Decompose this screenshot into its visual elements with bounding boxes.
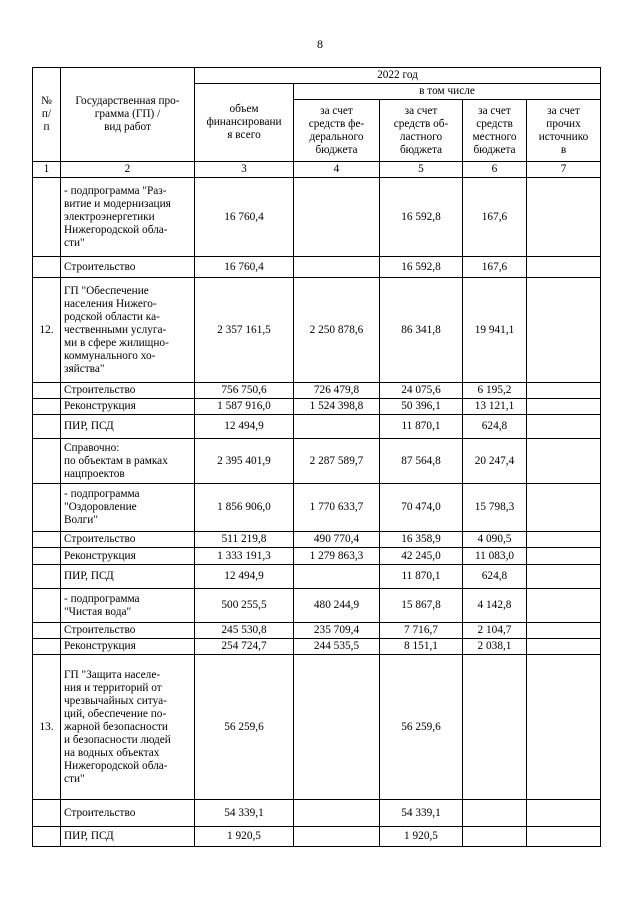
row-local — [463, 655, 527, 800]
row-local: 4 090,5 — [463, 532, 527, 548]
row-total: 1 920,5 — [195, 827, 294, 847]
row-name: Строительство — [61, 257, 195, 278]
row-name: - подпрограмма "Оздоровление Волги" — [61, 484, 195, 532]
row-name: ПИР, ПСД — [61, 415, 195, 439]
row-total: 12 494,9 — [195, 415, 294, 439]
header-program: Государственная про- грамма (ГП) / вид работ — [61, 68, 195, 162]
row-number — [33, 565, 61, 589]
table-row — [33, 484, 601, 532]
row-federal — [294, 827, 380, 847]
table-row — [33, 623, 601, 639]
row-regional: 8 151,1 — [380, 639, 463, 655]
row-federal: 490 770,4 — [294, 532, 380, 548]
row-federal — [294, 565, 380, 589]
row-total: 254 724,7 — [195, 639, 294, 655]
header-regional: за счет средств об- ластного бюджета — [380, 100, 463, 162]
row-total: 16 760,4 — [195, 257, 294, 278]
row-name: ПИР, ПСД — [61, 565, 195, 589]
row-name: ГП "Защита населе- ния и территорий от чрезвычайных ситуа- ций, обеспечение по- жарной безопасности и безопасности людей на водных объектах Нижегородской обла- сти" — [61, 655, 195, 800]
row-total: 1 333 191,3 — [195, 548, 294, 565]
row-federal: 1 770 633,7 — [294, 484, 380, 532]
row-number: 13. — [33, 655, 61, 800]
row-total: 500 255,5 — [195, 589, 294, 623]
row-other — [527, 655, 601, 800]
table-row — [33, 655, 601, 800]
row-total: 16 760,4 — [195, 178, 294, 257]
header-total: объем финансировани я всего — [195, 84, 294, 162]
header-index: 7 — [527, 162, 601, 178]
row-other — [527, 439, 601, 484]
row-total: 56 259,6 — [195, 655, 294, 800]
row-other — [527, 548, 601, 565]
row-other — [527, 827, 601, 847]
row-total: 54 339,1 — [195, 800, 294, 827]
row-regional: 86 341,8 — [380, 278, 463, 383]
row-total: 756 750,6 — [195, 383, 294, 399]
table-row — [33, 639, 601, 655]
row-number — [33, 827, 61, 847]
row-local: 19 941,1 — [463, 278, 527, 383]
row-local: 2 104,7 — [463, 623, 527, 639]
row-number — [33, 383, 61, 399]
row-total: 12 494,9 — [195, 565, 294, 589]
financing-table — [32, 67, 601, 847]
row-number — [33, 548, 61, 565]
row-number — [33, 800, 61, 827]
row-name: ПИР, ПСД — [61, 827, 195, 847]
row-local: 167,6 — [463, 178, 527, 257]
row-name: - подпрограмма "Чистая вода" — [61, 589, 195, 623]
row-regional: 15 867,8 — [380, 589, 463, 623]
row-regional: 56 259,6 — [380, 655, 463, 800]
table-row — [33, 278, 601, 383]
table-row — [33, 532, 601, 548]
row-regional: 42 245,0 — [380, 548, 463, 565]
row-name: Реконструкция — [61, 548, 195, 565]
row-local: 13 121,1 — [463, 399, 527, 415]
row-federal: 235 709,4 — [294, 623, 380, 639]
row-other — [527, 565, 601, 589]
row-number — [33, 399, 61, 415]
row-total: 2 395 401,9 — [195, 439, 294, 484]
row-number — [33, 439, 61, 484]
row-federal — [294, 655, 380, 800]
row-federal — [294, 178, 380, 257]
row-regional: 50 396,1 — [380, 399, 463, 415]
row-other — [527, 800, 601, 827]
row-regional: 54 339,1 — [380, 800, 463, 827]
header-other: за счет прочих источнико в — [527, 100, 601, 162]
row-federal: 480 244,9 — [294, 589, 380, 623]
row-other — [527, 639, 601, 655]
row-regional: 87 564,8 — [380, 439, 463, 484]
table-row — [33, 383, 601, 399]
row-name: Строительство — [61, 532, 195, 548]
row-number — [33, 257, 61, 278]
row-name: ГП "Обеспечение населения Нижего- родской области ка- чественными услуга- ми в сфере жилищно- коммунального хо- зяйства" — [61, 278, 195, 383]
header-federal: за счет средств фе- дерального бюджета — [294, 100, 380, 162]
row-name: Реконструкция — [61, 399, 195, 415]
row-federal: 726 479,8 — [294, 383, 380, 399]
header-index: 1 — [33, 162, 61, 178]
table-row — [33, 178, 601, 257]
row-local: 624,8 — [463, 415, 527, 439]
row-regional: 70 474,0 — [380, 484, 463, 532]
row-regional: 24 075,6 — [380, 383, 463, 399]
row-number: 12. — [33, 278, 61, 383]
row-local: 20 247,4 — [463, 439, 527, 484]
row-total: 245 530,8 — [195, 623, 294, 639]
row-federal: 244 535,5 — [294, 639, 380, 655]
row-other — [527, 415, 601, 439]
row-name: Строительство — [61, 383, 195, 399]
row-local: 11 083,0 — [463, 548, 527, 565]
row-other — [527, 589, 601, 623]
row-name: Реконструкция — [61, 639, 195, 655]
row-number — [33, 178, 61, 257]
header-year: 2022 год — [195, 68, 601, 84]
row-name: Строительство — [61, 623, 195, 639]
row-local — [463, 800, 527, 827]
header-index: 6 — [463, 162, 527, 178]
row-regional: 16 592,8 — [380, 178, 463, 257]
header-index: 5 — [380, 162, 463, 178]
row-local: 2 038,1 — [463, 639, 527, 655]
row-total: 1 856 906,0 — [195, 484, 294, 532]
row-regional: 16 592,8 — [380, 257, 463, 278]
table-row — [33, 399, 601, 415]
row-local: 4 142,8 — [463, 589, 527, 623]
header-index: 2 — [61, 162, 195, 178]
row-other — [527, 278, 601, 383]
row-regional: 11 870,1 — [380, 415, 463, 439]
row-name: Справочно: по объектам в рамках нацпроектов — [61, 439, 195, 484]
row-regional: 7 716,7 — [380, 623, 463, 639]
row-total: 1 587 916,0 — [195, 399, 294, 415]
table-row — [33, 800, 601, 827]
row-other — [527, 178, 601, 257]
table-row — [33, 415, 601, 439]
row-name: - подпрограмма "Раз- витие и модернизация электроэнергетики Нижегородской обла- сти" — [61, 178, 195, 257]
row-other — [527, 257, 601, 278]
row-local: 6 195,2 — [463, 383, 527, 399]
row-federal — [294, 415, 380, 439]
header-including: в том числе — [294, 84, 601, 100]
header-local: за счет средств местного бюджета — [463, 100, 527, 162]
row-federal: 2 250 878,6 — [294, 278, 380, 383]
row-regional: 1 920,5 — [380, 827, 463, 847]
row-federal: 1 279 863,3 — [294, 548, 380, 565]
row-number — [33, 415, 61, 439]
row-federal: 2 287 589,7 — [294, 439, 380, 484]
row-number — [33, 532, 61, 548]
page-number: 8 — [317, 37, 323, 51]
row-federal — [294, 800, 380, 827]
row-number — [33, 589, 61, 623]
row-number — [33, 484, 61, 532]
row-other — [527, 383, 601, 399]
row-regional: 16 358,9 — [380, 532, 463, 548]
row-total: 511 219,8 — [195, 532, 294, 548]
row-other — [527, 399, 601, 415]
row-other — [527, 532, 601, 548]
table-row — [33, 548, 601, 565]
row-regional: 11 870,1 — [380, 565, 463, 589]
row-number — [33, 639, 61, 655]
row-federal: 1 524 398,8 — [294, 399, 380, 415]
row-local: 15 798,3 — [463, 484, 527, 532]
table-row — [33, 827, 601, 847]
header-num: № п/ п — [33, 68, 61, 162]
row-name: Строительство — [61, 800, 195, 827]
row-local: 624,8 — [463, 565, 527, 589]
row-other — [527, 484, 601, 532]
table-row — [33, 589, 601, 623]
row-local: 167,6 — [463, 257, 527, 278]
row-federal — [294, 257, 380, 278]
row-other — [527, 623, 601, 639]
header-index: 3 — [195, 162, 294, 178]
row-number — [33, 623, 61, 639]
header-index: 4 — [294, 162, 380, 178]
row-local — [463, 827, 527, 847]
table-row — [33, 257, 601, 278]
table-row — [33, 439, 601, 484]
row-total: 2 357 161,5 — [195, 278, 294, 383]
table-row — [33, 565, 601, 589]
